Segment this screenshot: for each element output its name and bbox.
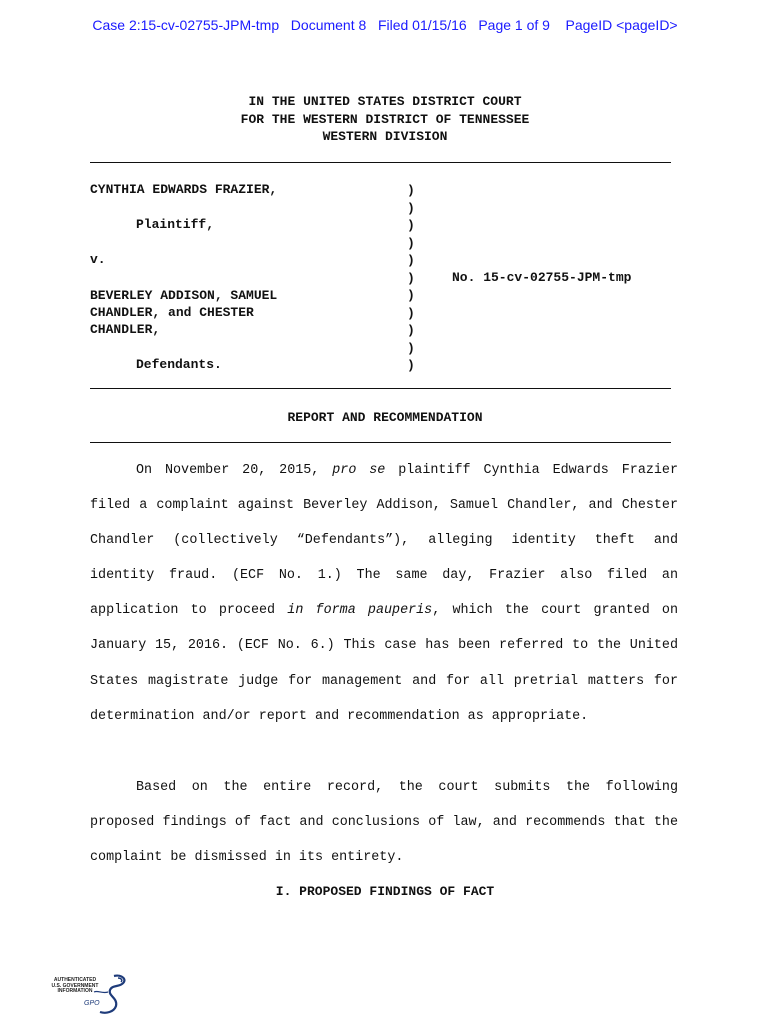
plaintiff-name: CYNTHIA EDWARDS FRAZIER, bbox=[90, 182, 278, 197]
case-number: No. 15-cv-02755-JPM-tmp bbox=[452, 270, 632, 285]
caption-bottom-rule bbox=[90, 388, 671, 389]
paren: ) bbox=[407, 323, 415, 338]
versus-label: v. bbox=[90, 252, 106, 267]
defendant-line2: CHANDLER, and CHESTER bbox=[90, 305, 254, 320]
gpo-authenticated-logo bbox=[44, 972, 128, 1016]
paren: ) bbox=[407, 253, 415, 268]
paren: ) bbox=[407, 340, 415, 356]
defendant-line3: CHANDLER, bbox=[90, 322, 161, 337]
paragraph-1-italic-b: in forma pauperis bbox=[287, 603, 433, 619]
defendant-line1: BEVERLEY ADDISON, SAMUEL bbox=[90, 288, 278, 303]
paragraph-1 bbox=[90, 453, 678, 734]
logo-line1: AUTHENTICATED bbox=[53, 977, 97, 983]
paren: ) bbox=[407, 288, 415, 303]
caption-parentheses bbox=[407, 182, 419, 375]
paren: ) bbox=[407, 270, 415, 286]
caption-top-rule bbox=[90, 162, 671, 163]
court-heading-line3: WESTERN DIVISION bbox=[322, 129, 448, 144]
paren: ) bbox=[407, 183, 415, 198]
paren: ) bbox=[407, 305, 415, 321]
section-heading: I. PROPOSED FINDINGS OF FACT bbox=[275, 884, 495, 899]
court-heading-line2: FOR THE WESTERN DISTRICT OF TENNESSEE bbox=[240, 111, 530, 127]
logo-line3: INFORMATION bbox=[57, 988, 93, 994]
logo-line2: U.S. GOVERNMENT bbox=[51, 982, 99, 989]
court-heading-line1: IN THE UNITED STATES DISTRICT COURT bbox=[248, 94, 522, 109]
paren: ) bbox=[407, 235, 415, 251]
paren: ) bbox=[407, 218, 415, 233]
paragraph-2: Based on the entire record, the court submits the following proposed findings of fact and conclusions of law, and recommends that the complaint be dismissed in its entirety. bbox=[90, 780, 678, 866]
paren: ) bbox=[407, 358, 415, 373]
filing-header: Case 2:15-cv-02755-JPM-tmp Document 8 Filed 01/15/16 Page 1 of 9 PageID <pageID> bbox=[92, 17, 678, 33]
gpo-mark: GPO bbox=[84, 1000, 100, 1007]
paragraph-1-italic-a: pro se bbox=[332, 463, 386, 478]
paragraph-1-text-a: On November 20, 2015, bbox=[136, 463, 333, 478]
title-rule bbox=[90, 442, 671, 443]
document-title: REPORT AND RECOMMENDATION bbox=[287, 410, 483, 425]
paren: ) bbox=[407, 200, 415, 216]
defendant-role: Defendants. bbox=[136, 357, 222, 372]
paragraph-1-text-b: plaintiff Cynthia Edwards Frazier filed a complaint against Beverley Addison, Samuel Chandler, and Chester Chandler (collectively “Defendants”), alleging identity theft and identity fraud. (ECF No. 1.) The same day, Frazier also filed an application to proceed bbox=[90, 463, 678, 619]
court-heading bbox=[0, 93, 770, 146]
paragraph-1-text-c: , which the court granted on January 15, 2016. (ECF No. 6.) This case has been referred to the United States magistrate judge for management and for all pretrial matters for determination and/or report and recommendation as appropriate. bbox=[90, 603, 678, 724]
plaintiff-role: Plaintiff, bbox=[136, 217, 215, 232]
eagle-icon bbox=[88, 972, 128, 1016]
